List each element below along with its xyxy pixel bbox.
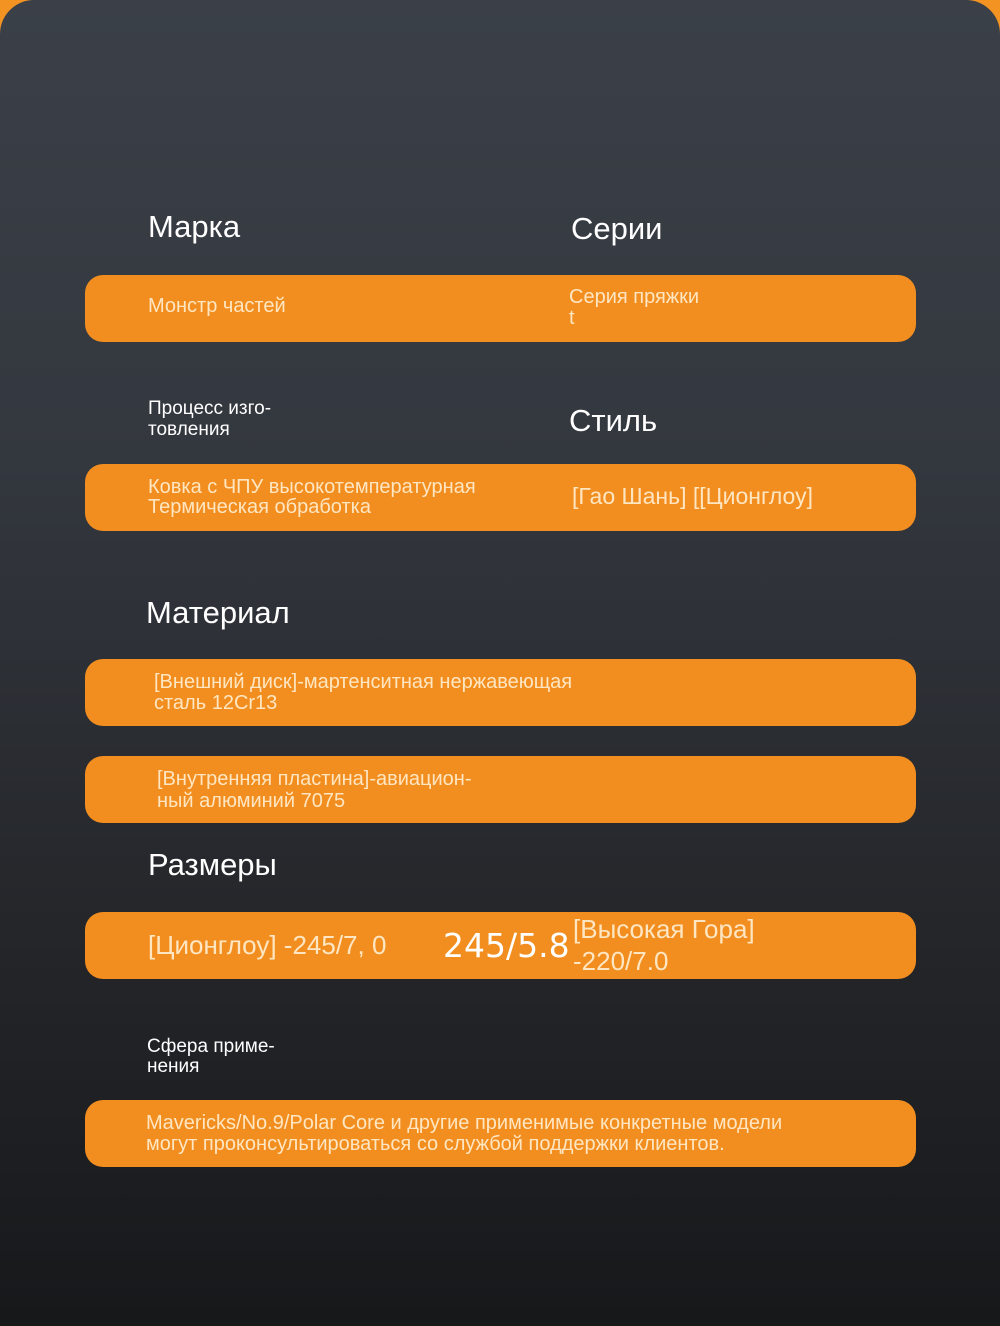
brand-label: Марка	[148, 209, 241, 244]
dimensions-bar	[85, 912, 916, 979]
process-value-line1: Ковка с ЧПУ высокотемпературная	[148, 476, 476, 498]
material-2-line2: ный алюминий 7075	[157, 790, 346, 812]
series-value-line2: t	[569, 307, 575, 329]
process-style-bar	[85, 464, 916, 531]
material-2-line1: [Внутренняя пластина]-авиацион-	[157, 768, 472, 790]
material-label: Материал	[146, 595, 290, 630]
dimensions-value-c-line2: -220/7.0	[573, 946, 669, 976]
application-bar	[85, 1100, 916, 1167]
process-value-line2: Термическая обработка	[148, 496, 371, 518]
material-1-line2: сталь 12Cr13	[154, 692, 278, 714]
material-1-line1: [Внешний диск]-мартенситная нержавеющая	[154, 671, 573, 693]
process-label-line1: Процесс изго-	[148, 398, 272, 419]
dimensions-label: Размеры	[148, 847, 277, 882]
brand-value: Монстр частей	[148, 295, 286, 317]
dimensions-value-c-line1: [Высокая Гора]	[573, 914, 755, 944]
series-value-line1: Серия пряжки	[569, 286, 700, 308]
brand-series-bar	[85, 275, 916, 342]
dimensions-value-a: [Ционглоу] -245/7, 0	[148, 930, 387, 960]
series-label: Серии	[571, 211, 663, 246]
style-value: [Гао Шань] [[Ционглоу]	[572, 483, 813, 509]
process-label-line2: товления	[148, 419, 230, 440]
application-label-line1: Сфера приме-	[147, 1036, 275, 1057]
application-value-line2: могут проконсультироваться со службой поддержки клиентов.	[146, 1133, 725, 1155]
style-label: Стиль	[569, 403, 658, 438]
dimensions-value-b: 245/5.8	[443, 926, 570, 965]
application-value-line1: Mavericks/No.9/Polar Core и другие применимые конкретные модели	[146, 1112, 783, 1134]
application-label-line2: нения	[147, 1056, 200, 1077]
material-bar-2	[85, 756, 916, 823]
material-bar-1	[85, 659, 916, 726]
